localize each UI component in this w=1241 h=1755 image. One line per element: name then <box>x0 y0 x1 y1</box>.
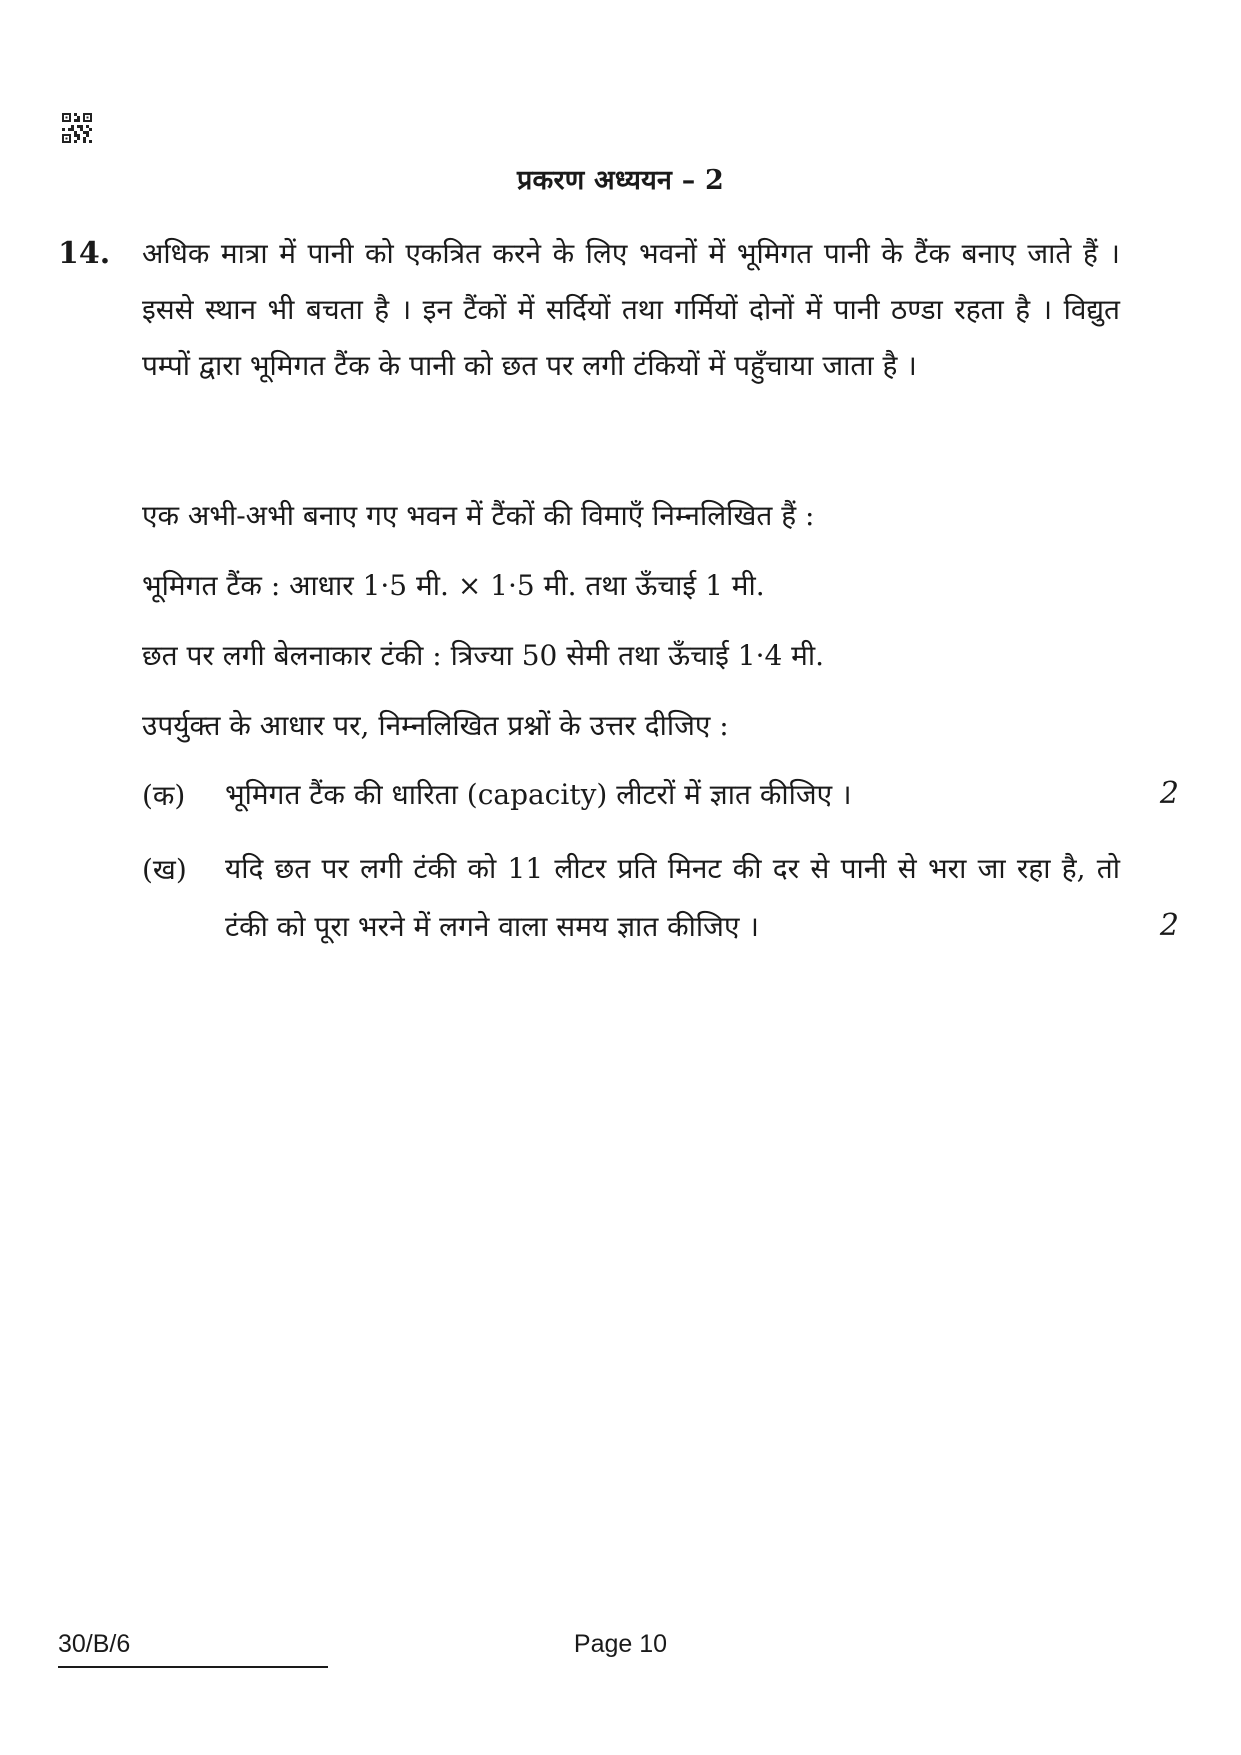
part-a-marks: 2 <box>1159 776 1179 811</box>
instruction-text: उपर्युक्त के आधार पर, निम्नलिखित प्रश्नों के उत्तर दीजिए : <box>142 709 729 742</box>
footer-rule <box>58 1666 328 1668</box>
dimensions-intro: एक अभी-अभी बनाए गए भवन में टैंकों की विमाएँ निम्नलिखित हैं : <box>142 499 815 532</box>
part-a-label: (क) <box>142 779 186 812</box>
section-title: प्रकरण अध्ययन – 2 <box>516 165 725 196</box>
qr-code-icon <box>62 113 92 143</box>
part-a-text: भूमिगत टैंक की धारिता (capacity) लीटरों में ज्ञात कीजिए । <box>225 778 852 811</box>
page-number: Page 10 <box>573 1630 668 1658</box>
paper-code: 30/B/6 <box>58 1630 131 1658</box>
roof-tank-dimensions: छत पर लगी बेलनाकार टंकी : त्रिज्या 50 सेमी तथा ऊँचाई 1·4 मी. <box>142 639 825 672</box>
question-number: 14. <box>58 236 111 271</box>
part-b-label: (ख) <box>142 853 187 886</box>
part-b-text: यदि छत पर लगी टंकी को 11 लीटर प्रति मिनट की दर से पानी से भरा जा रहा है, तो टंकी को पूरा भरने में लगने वाला समय ज्ञात कीजिए । <box>225 852 1120 943</box>
question-paragraph: अधिक मात्रा में पानी को एकत्रित करने के लिए भवनों में भूमिगत पानी के टैंक बनाए जाते हैं । इससे स्थान भी बचता है । इन टैंकों में सर्दियों तथा गर्मियों दोनों में पानी ठण्डा रहता है । विद्युत पम्पों द्वारा भूमिगत टैंक के पानी को छत पर लगी टंकियों में पहुँचाया जाता है । <box>142 237 1120 382</box>
underground-tank-dimensions: भूमिगत टैंक : आधार 1·5 मी. × 1·5 मी. तथा ऊँचाई 1 मी. <box>142 569 765 602</box>
part-b-marks: 2 <box>1159 908 1179 943</box>
